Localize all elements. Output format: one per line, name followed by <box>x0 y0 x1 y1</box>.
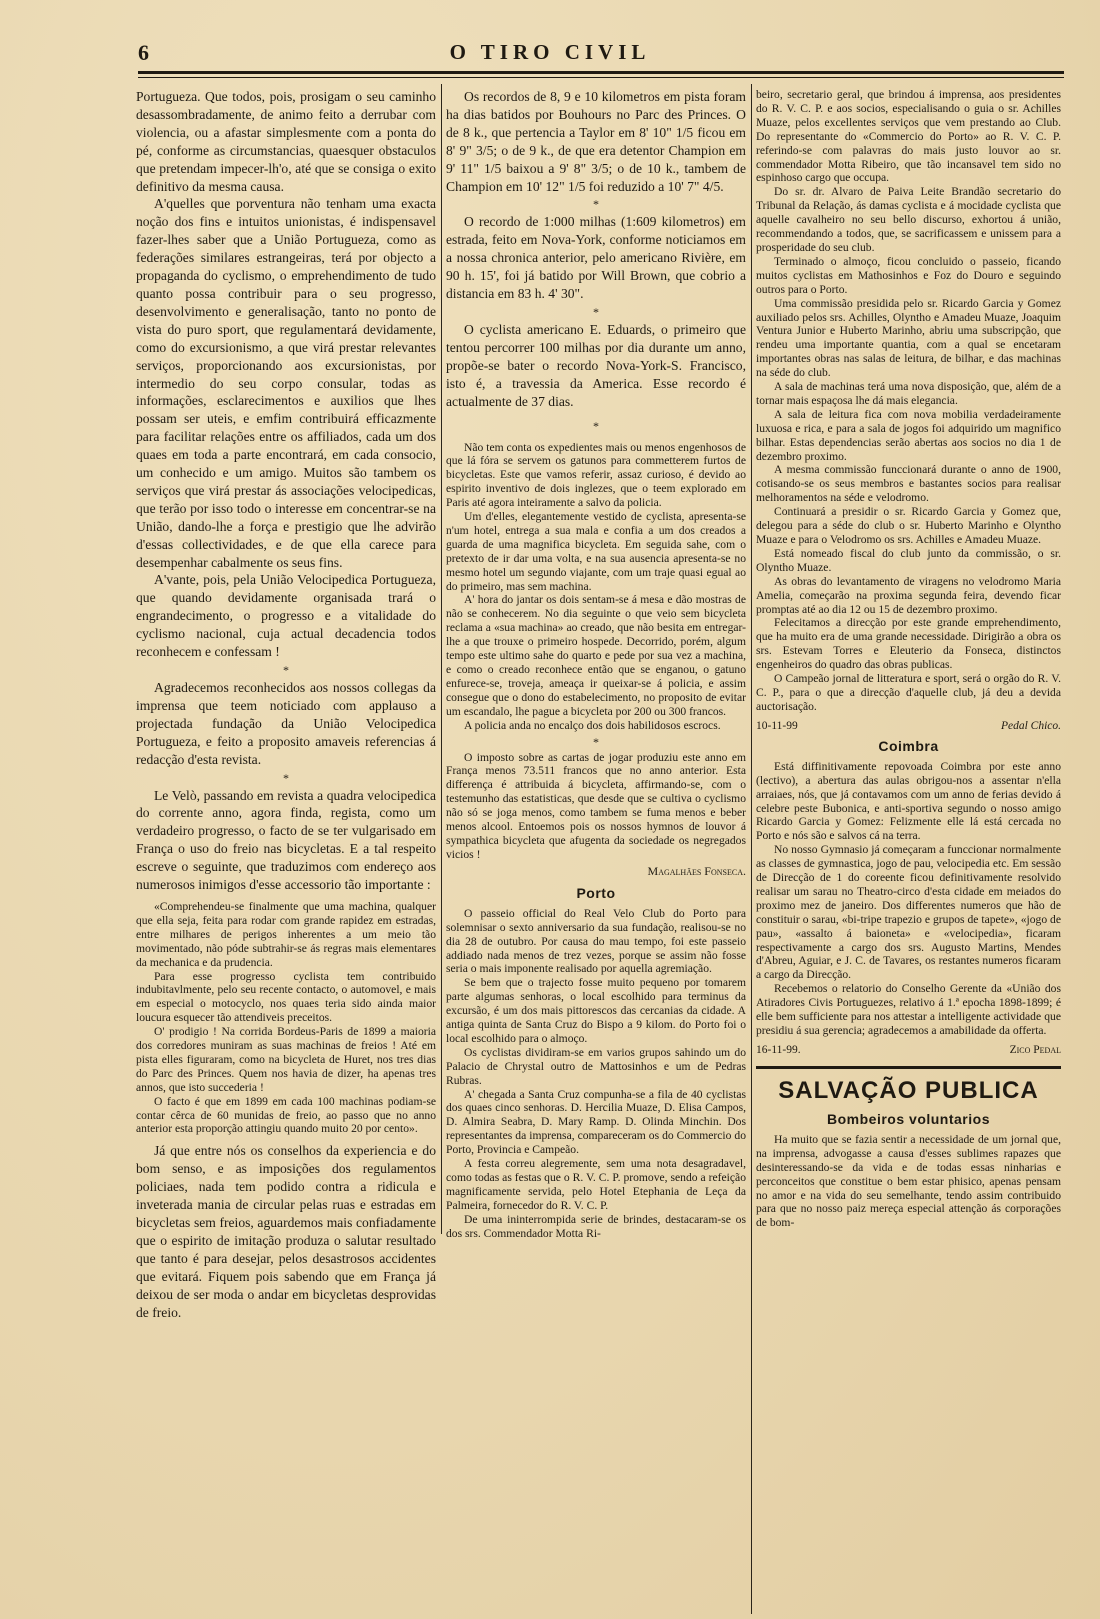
paragraph: A sala de leitura fica com nova mobilia verdadeiramente luxuosa e rica, e para a sala de jogos foi adquirido um magnifico bilhar. Estas dependencias serão abertas aos socios no dia 1 de dezembro proximo. <box>756 407 1061 463</box>
quote-paragraph: O facto é que em 1899 em cada 100 machinas podiam-se contar cêrca de 60 munidas de freio, ao passo que no anno anterior esta proporção attingiu quando muito 20 por cento». <box>136 1094 436 1136</box>
section-title-coimbra: Coimbra <box>878 737 939 754</box>
paragraph: A' chegada a Santa Cruz compunha-se a fila de 40 cyclistas dos quaes cinco senhoras. D. Hercilia Muaze, D. Elisa Campos, D. Almira Seabra, D. Mary Ramp. D. Olinda Minchin. Dos representantes da imprensa, compareceram os do Commercio do Porto, Provincia e Campeão. <box>446 1087 746 1157</box>
paragraph: Portugueza. Que todos, pois, prosigam o seu caminho desassombradamente, de animo feito a derrubar com violencia, ou a afastar simplesmente com a ponta do pé, conforme as circumstancias, quaesquer obstaculos que pretendam impecer-lh'o, até que se consiga o exito definitivo da mesma causa. <box>136 89 436 194</box>
dateline <box>756 1044 1061 1056</box>
quote-paragraph: «Comprehendeu-se finalmente que uma machina, qualquer que ella seja, feita para rodar com grande rapidez em estradas, entre milhares de perigos inherentes a um meio tão movimentado, não póde subtrahir-se ás regras mais elementares da mechanica e da prudencia. <box>136 899 436 969</box>
paragraph: Se bem que o trajecto fosse muito pequeno por tomarem parte algumas senhoras, o local escolhido para terminus da excursão, é um dos mais pittorescos das cercanias da cidade. A antiga quinta de Santa Cruz do Bispo a 9 kilom. do Porto foi o local escolhido para o almoço. <box>446 976 746 1045</box>
paragraph: Está diffinitivamente repovoada Coimbra por este anno (lectivo), a abertura das aulas obrigou-nos a assentar n'ella arraiaes, nós, que já contavamos com um anno de ferias devido á celebre peste Bubonica, e anti-sportiva segundo o nosso amigo Ricardo Garcia y Gomez: Felizmente elle lá está cercada no Porto e nós são e salvos cá na terra. <box>756 759 1061 843</box>
column-2 <box>446 88 746 1616</box>
paragraph: A policia anda no encalço dos dois habilidosos escrocs. <box>464 718 721 732</box>
date: 16-11-99. <box>756 1043 801 1056</box>
column-3 <box>756 88 1061 1616</box>
paragraph: Ha muito que se fazia sentir a necessidade de um jornal que, na imprensa, advogasse a causa d'esses sublimes rapazes que desinteressando-se da vida e de todas essas ninharias e perconceitos que constitue o bem estar phisico, apenas pensam no amor e na vida do seu semelhante, tendo assim contribuido para que no nosso paiz mereça especial attenção ás corporações de bom- <box>756 1132 1061 1230</box>
paragraph: Continuará a presidir o sr. Ricardo Garcia y Gomez que, delegou para a séde do club o sr. Huberto Marinho e Olyntho Muaze e para o Velodromo os srs. Achilles e Amadeu Muaze. <box>756 505 1061 546</box>
paragraph: Os recordos de 8, 9 e 10 kilometros em pista foram ha dias batidos por Bouhours no Parc des Princes. O de 8 k., que pertencia a Taylor em 8' 10" 1/5 ficou em 8' 9" 3/5; o de 9 k., de que era detentor Champion em 9' 11" 1/5 baixou a 9' 8" 3/5; o de 10 k., tambem de Champion em 10' 12" 1/5 foi reduzido a 10' 7" 4/5. <box>446 89 746 194</box>
paragraph: A festa correu alegremente, sem uma nota desagradavel, como todas as festas que o R. V. C. P. promove, sendo a refeição magnificamente servida, pelo Hotel Etephania de Leça da Palmeira, fornecedor do R. V. C. P. <box>446 1157 746 1212</box>
paragraph: Não tem conta os expedientes mais ou menos engenhosos de que lá fóra se servem os gatunos para commetterem furtos de bicycletas. Este que vamos referir, assaz curioso, é devido ao espirito inventivo de dois inglezes, que o teem explorado em Paris até agora inteiramente a salvo da policia. <box>446 440 746 510</box>
paragraph: No nosso Gymnasio já começaram a funccionar normalmente as classes de gymnastica, jogo de pau, velocipedia etc. Em sessão de Direcção de 1 do coreente ficou definitivamente resolvido realisar um sarau no Theatro-circo d'esta cidade em meiados do proximo mez de janeiro. Dos differentes numeros que hão de constituir o sarau, «bi-tripe trapezio e grupos de tapete», «jogo de pau», «assalto á baioneta» e «velocipedia», ficaram respectivamente a cargo dos srs. Augusto Martins, Mendes d'Abreu, Aguiar, e J. C. de Tavares, os restantes numeros ficaram a cargo da Direcção. <box>756 843 1061 982</box>
paragraph: O Campeão jornal de litteratura e sport, será o orgão do R. V. C. P., para o que a direcção d'aquelle club, já deu a devida auctorisação. <box>756 672 1061 713</box>
page-number: 6 <box>138 40 149 65</box>
column-divider <box>441 84 442 1234</box>
paragraph: A'quelles que porventura não tenham uma exacta noção dos fins e intuitos unionistas, é indispensavel fazer-lhes saber que a União Portugueza, como as federações similares estrangeiras, terá por objecto a propaganda do cyclismo, o emprehendimento de tudo quanto possa contribuir para o seu progresso, desenvolvimento e generalisação, tanto no ponto de vista do puro sport, que regulamentará devidamente, como do excursionismo, a que virá prestar relevantes serviços, proporcionando aos excursionistas, por intermedio do seu corpo consular, todas as informações, esclarecimentos e auxilios que lhes possam ser uteis, e emfim contribuirá efficazmente para facilitar relações entre os affiliados, cada um dos quaes em toda a parte encontrará, em cada consocio, um conhecido e um amigo. Muitos são tambem os serviços que virá prestar ás associações velocipedicas, que terão por isso todo o interesse em concentrar-se na União, dando-lhe a força e prestigio que lhe advirão d'essas collectividades, e de que ella carece para desempenhar cabalmente os seus fins. <box>136 196 436 570</box>
paragraph: A'vante, pois, pela União Velocipedica Portugueza, que quando devidamente organisada trará o engrandecimento, o progresso e a vitalidade do cyclismo nacional, cuja actual decadencia todos reconhecem e confessam ! <box>136 572 436 660</box>
separator-asterisk: * <box>593 197 599 212</box>
paragraph: As obras do levantamento de viragens no velodromo Maria Amelia, começarão na proxima segunda feira, devendo ficar promptas até ao dia 12 ou 15 de dezembro proximo. <box>756 574 1061 616</box>
paragraph: Felecitamos a direcção por este grande emprehendimento, que ha muito era de uma grande necessidade. Dirigirão a obra os srs. Estevam Torres e Eleuterio da Fonseca, distinctos engenheiros do quadro das obras publicas. <box>756 616 1061 672</box>
dateline <box>756 720 1061 732</box>
paragraph: Uma commissão presidida pelo sr. Ricardo Garcia y Gomez auxiliado pelos srs. Achilles, Olyntho e Amadeu Muaze, Joaquim Ventura Junior e Huberto Marinho, abriu uma subscripção, que rendeu uma importante quantia, com a qual se encetaram importantes obras nas salas de leitura, de bilhar, e das machinas na séde do club. <box>756 296 1061 380</box>
column-divider <box>751 84 752 1614</box>
paragraph: De uma ininterrompida serie de brindes, destacaram-se os dos srs. Commendador Motta Ri- <box>446 1212 746 1240</box>
separator-asterisk: * <box>593 734 599 749</box>
header-rule-thin <box>138 77 1064 78</box>
signature: Magalhães Fonseca. <box>647 863 746 878</box>
separator-asterisk: * <box>283 770 289 785</box>
signature: Zico Pedal <box>1009 1043 1061 1056</box>
quote-paragraph: Para esse progresso cyclista tem contribuido indubitavlmente, pelo seu recente contacto, o automovel, e mais em especial o motocyclo, nos quaes teria sido ainda maior loucura esquecer tão attendiveis preceitos. <box>136 969 436 1025</box>
paragraph: Um d'elles, elegantemente vestido de cyclista, apresenta-se n'um hotel, entrega a sua mala e confia a um dos creados a guarda de uma magnifica bicycleta. Em seguida sahe, com o pretexto de ir dar uma volta, e na sua ausencia apresenta-se no mesmo hotel um segundo viajante, com um traje quasi egual ao do primeiro, mas sem machina. <box>446 510 746 593</box>
column-1 <box>136 88 436 1616</box>
separator-asterisk: * <box>283 663 289 677</box>
paragraph: A' hora do jantar os dois sentam-se á mesa e dão mostras de não se conhecerem. No dia seguinte o que veio sem bicycleta reclama a «sua machina» ao creado, que não besita em entregar-lhe a que trouxe o primeiro hospede. Decorrido, porém, algum tempo este ultimo sahe do quarto e pede por sua vez a machina, e como o creado reconhece então que se enganou, o gatuno enfurece-se, troveja, ameaça ir queixar-se á policia, e assim consegue que o dono do estabelecimento, no proposito de evitar um escandalo, lhe pague a bicycleta por 200 ou 300 francos. <box>446 593 746 718</box>
paragraph: O passeio official do Real Velo Club do Porto para solemnisar o sexto anniversario da sua fundação, realisou-se no dia 28 de outubro. Por causa do mau tempo, foi este passeio addiado nada menos de trez vezes, porque se assim não fosse seria o mais imponente realisado por aquella agremiação. <box>446 906 746 976</box>
paragraph: O imposto sobre as cartas de jogar produziu este anno em França menos 73.511 francos que no anno anterior. Esta differença é attribuida á bicycleta, affirmando-se, com o testemunho das estatisticas, que desde que se cultiva o cyclismo não só se joga menos, como tambem se fuma menos e beber menos alcool. Entoemos pois os nossos hymnos de louvor á sympathica bicycleta que afugenta da sociedade os negregados vicios ! <box>446 750 746 861</box>
masthead-title: O TIRO CIVIL <box>449 40 651 64</box>
paragraph: A mesma commissão funccionará durante o anno de 1900, cotisando-se os seus membros e bastantes socios para realisar melhoramentos na séde e velodromo. <box>756 463 1061 505</box>
separator-asterisk: * <box>593 418 599 433</box>
separator-asterisk: * <box>593 304 599 319</box>
paragraph: Le Velò, passando em revista a quadra velocipedica do corrente anno, agora finda, regista, como um verdadeiro progresso, o facto de se ter vulgarisado em França o uso do freio nas bicycletas. E a tal respeito escreve o seguinte, que traduzimos com endereço aos numerosos inimigos d'esse accessorio tão importante : <box>136 787 436 893</box>
paragraph: Terminado o almoço, ficou concluido o passeio, ficando muitos cyclistas em Mathosinhos e Foz do Douro e seguindo outros para o Porto. <box>756 254 1061 296</box>
header-rule <box>138 71 1064 74</box>
section-title-porto: Porto <box>576 884 616 901</box>
paragraph: Recebemos o relatorio do Conselho Gerente da «União dos Atiradores Civis Portuguezes, relativo á 1.ª epocha 1898-1899; é elle bem sufficiente para nos attestar a intelligente actividade que presidiu á sua gerencia; agradecemos a amabilidade da offerta. <box>756 982 1061 1037</box>
paragraph: beiro, secretario geral, que brindou á imprensa, aos presidentes do R. V. C. P. e aos socios, especialisando o guia o sr. Achilles Muaze, pelos excellentes serviços que vem prestando ao Club. Do representante do «Commercio do Porto» ao R. V. C. P. referindo-se com palavras do mais justo louvor ao sr. commendador Motta Ribeiro, que tão incansavel tem sido no espinhoso cargo que occupa. <box>756 88 1061 185</box>
paragraph: Está nomeado fiscal do club junto da commissão, o sr. Olyntho Muaze. <box>756 546 1061 574</box>
paragraph: O cyclista americano E. Eduards, o primeiro que tentou percorrer 100 milhas por dia durante um anno, propõe-se bater o recordo Nova-York-S. Francisco, isto é, a travessia da America. Esse recordo é actualmente de 37 dias. <box>446 321 746 409</box>
subsection-title-bombeiros: Bombeiros voluntarios <box>827 1110 990 1127</box>
date: 10-11-99 <box>756 719 798 732</box>
section-rule <box>756 1066 1061 1069</box>
quote-paragraph: O' prodigio ! Na corrida Bordeus-Paris de 1899 a maioria dos corredores muniram as suas machinas de freios ! Até em pista elles figuraram, como na bicycleta de Huret, nos tres dias do Parc des Princes. Quem nos havia de dizer, ha apenas tres annos, que isto succederia ! <box>136 1025 436 1094</box>
paragraph: Agradecemos reconhecidos aos nossos collegas da imprensa que teem noticiado com applauso a projectada fundação da União Velocipedica Portugueza, e feito a proposito amaveis referencias á redacção d'esta revista. <box>136 680 436 767</box>
paragraph: Os cyclistas dividiram-se em varios grupos sahindo um do Palacio de Chrystal outro de Mattosinhos e um de Pedras Rubras. <box>446 1045 746 1087</box>
paragraph: Do sr. dr. Alvaro de Paiva Leite Brandão secretario do Tribunal da Relação, ás damas cyclista e á mocidade cyclista que aquelle cavalheiro no seu bello discurso, exhortou á união, recommendando a todos, que, se sacrificassem e unissem para a prosperidade do seu club. <box>756 185 1061 254</box>
paragraph: A sala de machinas terá uma nova disposição, que, além de a tornar mais espaçosa lhe dá mais elegancia. <box>756 380 1061 407</box>
section-title-salvacao-publica: SALVAÇÃO PUBLICA <box>778 1076 1039 1104</box>
signature: Pedal Chico. <box>1000 719 1061 732</box>
paragraph: O recordo de 1:000 milhas (1:609 kilometros) em estrada, feito em Nova-York, conforme noticiamos em a nossa chronica anterior, pelo americano Rivière, em 90 h. 15', foi já batido por Will Brown, que cobrio a distancia em 83 h. 4' 30". <box>446 214 746 302</box>
paragraph: Já que entre nós os conselhos da experiencia e do bom senso, e as imposições dos regulamentos policiaes, nada tem podido contra a ridicula e inveterada mania de circular pelas ruas e estradas em bicycletas sem freios, aguardemos mais confiadamente que o espirito de imitação produza o salutar resultado que tanto é para desejar, pelos desastrosos accidentes que evitará. Fiquem pois sabendo que em França já deixou de ser moda o andar em bicycletas desprovidas de freio. <box>136 1143 436 1320</box>
